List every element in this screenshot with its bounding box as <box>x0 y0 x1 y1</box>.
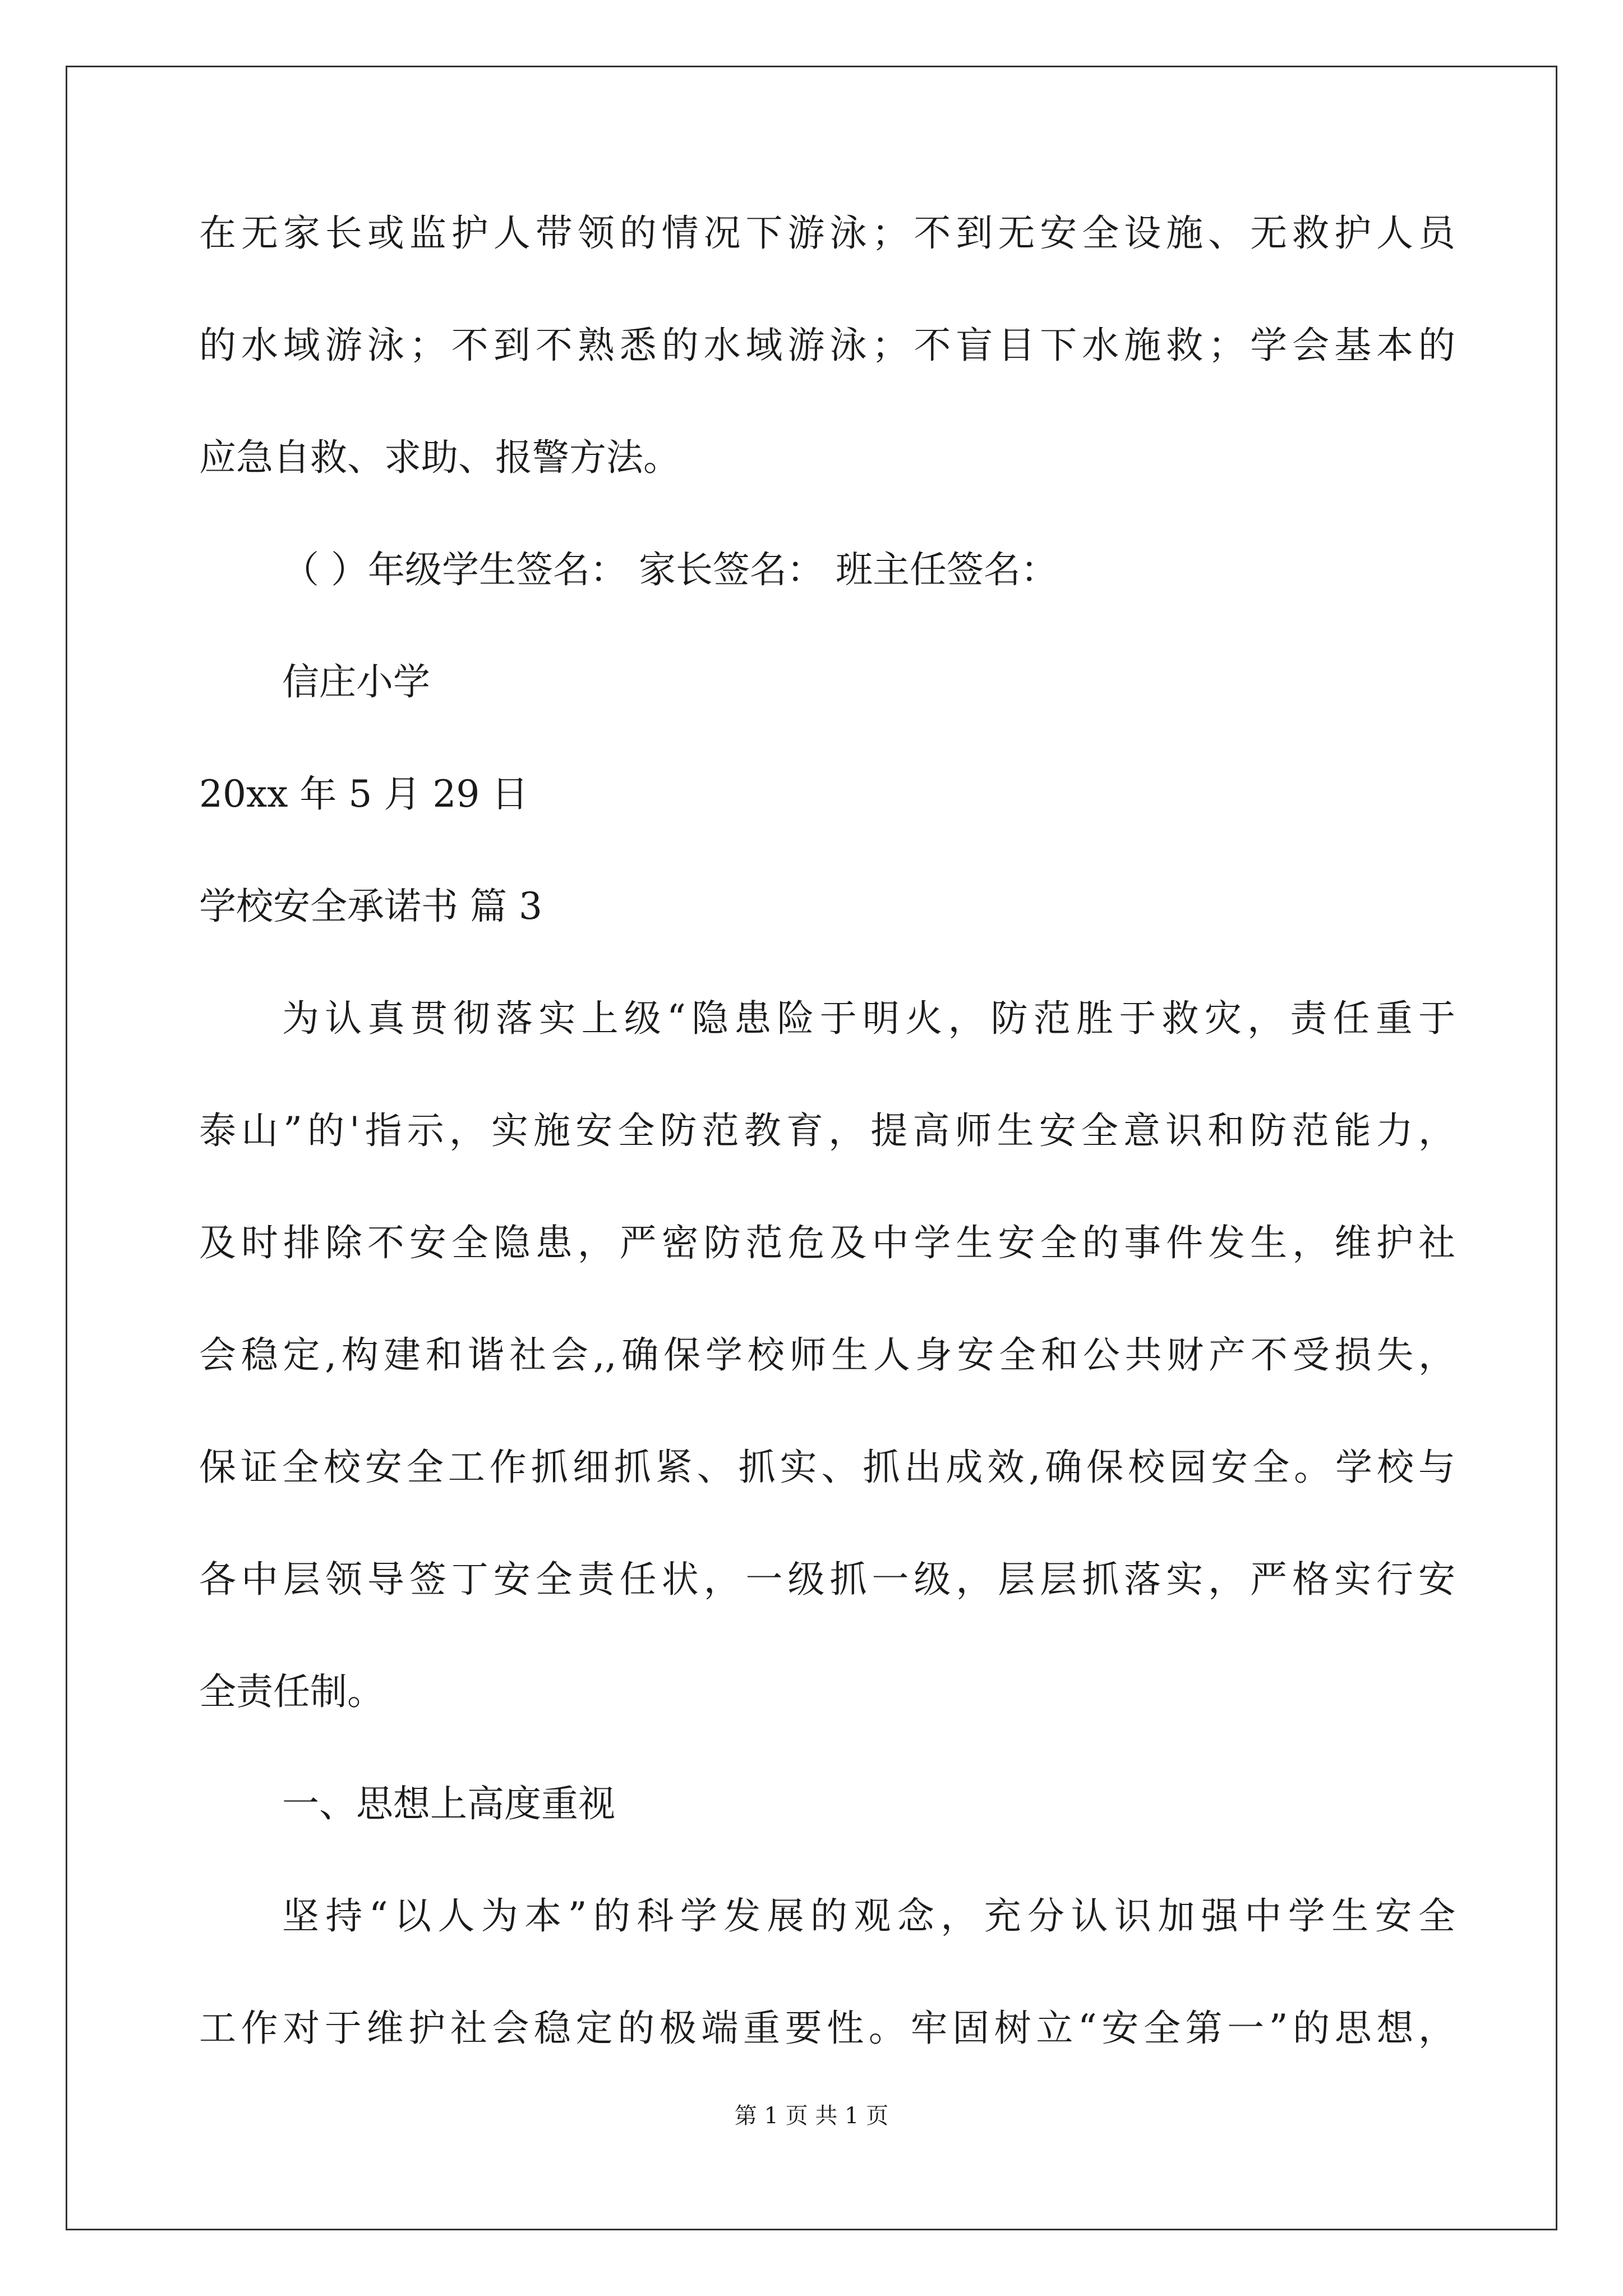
text-line: 坚持“以人为本”的科学发展的观念，充分认识加强中学生安全 <box>282 1894 1455 1938</box>
text-line: 及时排除不安全隐患，严密防范危及中学生安全的事件发生，维护社 <box>199 1221 1455 1264</box>
text-line: 保证全校安全工作抓细抓紧、抓实、抓出成效,确保校园安全。学校与 <box>199 1446 1455 1489</box>
page-footer: 第 1 页 共 1 页 <box>734 2103 889 2129</box>
text-line: 应急自救、求助、报警方法。 <box>199 436 680 479</box>
signature-line: （ ）年级学生签名： 家长签名： 班主任签名： <box>282 548 1058 591</box>
section-heading: 学校安全承诺书 篇 3 <box>199 885 542 928</box>
subsection-heading: 一、思想上高度重视 <box>282 1782 615 1825</box>
text-line: 各中层领导签丁安全责任状，一级抓一级，层层抓落实，严格实行安 <box>199 1558 1455 1601</box>
text-line: 全责任制。 <box>199 1670 384 1713</box>
text-line: 工作对于维护社会稳定的极端重要性。牢固树立“安全第一”的思想， <box>199 2007 1455 2050</box>
text-line: 在无家长或监护人带领的情况下游泳；不到无安全设施、无救护人员 <box>199 211 1455 255</box>
school-name: 信庄小学 <box>282 660 430 703</box>
text-line: 的水域游泳；不到不熟悉的水域游泳；不盲目下水施救；学会基本的 <box>199 324 1455 367</box>
text-line: 泰山”的'指示，实施安全防范教育，提高师生安全意识和防范能力， <box>199 1109 1455 1152</box>
text-line: 会稳定,构建和谐社会,,确保学校师生人身安全和公共财产不受损失， <box>199 1333 1455 1377</box>
text-line: 为认真贯彻落实上级“隐患险于明火，防范胜于救灾，责任重于 <box>282 997 1455 1040</box>
date-line: 20xx 年 5 月 29 日 <box>199 772 529 816</box>
